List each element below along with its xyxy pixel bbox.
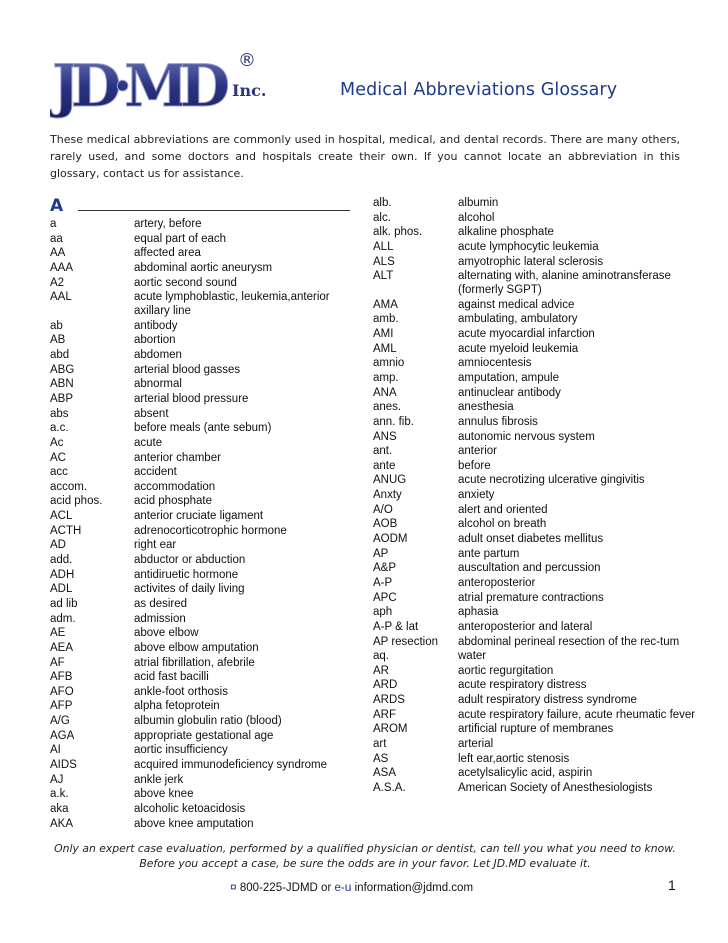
- company-logo: [50, 44, 280, 122]
- email-icon: u: [344, 880, 352, 894]
- entry-definition: acute myocardial infarction: [458, 328, 595, 341]
- glossary-entry: [373, 372, 703, 386]
- glossary-column-left: [50, 218, 350, 832]
- entry-abbreviation: abs: [50, 407, 69, 420]
- glossary-entry: [50, 657, 350, 671]
- entry-abbreviation: AJ: [50, 773, 64, 786]
- entry-abbreviation: ABG: [50, 363, 75, 376]
- glossary-entry: [50, 378, 350, 392]
- entry-abbreviation: ACTH: [50, 524, 82, 537]
- glossary-entry: [373, 328, 703, 342]
- entry-definition: arterial: [458, 738, 494, 751]
- entry-definition: amyotrophic lateral sclerosis: [458, 255, 604, 268]
- entry-definition: American Society of Anesthesiologists: [458, 781, 653, 794]
- entry-abbreviation: alk. phos.: [373, 226, 423, 239]
- glossary-entry: [50, 437, 350, 451]
- glossary-entry: [373, 460, 703, 474]
- glossary-entry: [373, 533, 703, 547]
- entry-definition: artery, before: [134, 218, 202, 230]
- entry-abbreviation: Ac: [50, 436, 64, 449]
- glossary-entry: [373, 621, 703, 635]
- entry-abbreviation: AA: [50, 247, 66, 260]
- entry-abbreviation: A.S.A.: [373, 781, 406, 794]
- contact-line: [230, 880, 473, 894]
- glossary-entry: [50, 759, 350, 773]
- entry-definition: acute: [134, 436, 163, 449]
- entry-abbreviation: A-P: [373, 576, 393, 589]
- glossary-column-right: [373, 197, 703, 797]
- glossary-entry: [50, 393, 350, 407]
- entry-definition: accident: [134, 466, 177, 479]
- entry-definition: aortic regurgitation: [458, 664, 554, 677]
- entry-definition: anesthesia: [458, 401, 514, 414]
- entry-abbreviation: AR: [373, 664, 389, 677]
- glossary-entry: [50, 598, 350, 612]
- glossary-entry: [373, 518, 703, 532]
- entry-definition: above knee: [134, 788, 194, 801]
- email-prefix: e-: [334, 882, 345, 894]
- glossary-entry: [373, 212, 703, 226]
- entry-abbreviation: add.: [50, 554, 73, 567]
- page-number: 1: [668, 877, 676, 893]
- glossary-entry: [50, 364, 350, 378]
- glossary-entry: [50, 774, 350, 788]
- entry-abbreviation: ad lib: [50, 597, 78, 610]
- entry-definition: alcohol on breath: [458, 518, 547, 531]
- entry-definition: admission: [134, 612, 186, 625]
- glossary-entry: [50, 277, 350, 291]
- entry-definition: anteroposterior: [458, 576, 536, 589]
- entry-abbreviation: AB: [50, 334, 66, 347]
- entry-definition: albumin: [458, 197, 499, 209]
- entry-definition: right ear: [134, 539, 177, 552]
- entry-definition: acute respiratory failure, acute rheumatic fever: [458, 708, 696, 721]
- entry-abbreviation: amb.: [373, 313, 399, 326]
- entry-abbreviation: ABN: [50, 378, 74, 391]
- phone-number: 800-225-JDMD or: [239, 882, 332, 894]
- glossary-entry: [373, 665, 703, 679]
- entry-abbreviation: ALL: [373, 240, 394, 253]
- entry-abbreviation: abd: [50, 349, 70, 362]
- entry-definition: antibody: [134, 319, 178, 332]
- entry-abbreviation: AIDS: [50, 759, 77, 772]
- glossary-entry: [373, 504, 703, 518]
- jdmd-logo-graphic: [50, 44, 280, 122]
- entry-definition: adult onset diabetes mellitus: [458, 533, 604, 546]
- glossary-entry: [373, 313, 703, 327]
- entry-definition: alkaline phosphate: [458, 226, 554, 239]
- entry-abbreviation: ant.: [373, 445, 393, 458]
- glossary-entry: [50, 291, 350, 319]
- entry-abbreviation: AP: [373, 547, 389, 560]
- glossary-entry: [50, 700, 350, 714]
- glossary-entry: [50, 744, 350, 758]
- glossary-entry: [50, 320, 350, 334]
- entry-definition: ankle-foot orthosis: [134, 685, 228, 698]
- entry-definition: acid phosphate: [134, 495, 213, 508]
- entry-abbreviation: A/G: [50, 715, 70, 728]
- glossary-entry: [50, 422, 350, 436]
- glossary-entry: [373, 489, 703, 503]
- entry-definition: left ear,aortic stenosis: [458, 752, 570, 765]
- entry-abbreviation: ARF: [373, 708, 396, 721]
- entry-definition: aphasia: [458, 606, 499, 619]
- entry-definition: autonomic nervous system: [458, 430, 595, 443]
- logo-wordmark: JD·MD: [52, 52, 230, 120]
- entry-abbreviation: ASA: [373, 767, 397, 780]
- glossary-entry: [50, 466, 350, 480]
- glossary-entry: [373, 387, 703, 401]
- glossary-entry: [373, 606, 703, 620]
- glossary-entry: [373, 636, 703, 650]
- entry-abbreviation: AOB: [373, 518, 398, 531]
- entry-definition: as desired: [134, 597, 188, 610]
- glossary-entry: [373, 548, 703, 562]
- entry-definition: annulus fibrosis: [458, 415, 538, 428]
- section-header: [50, 196, 350, 216]
- glossary-entry: [50, 627, 350, 641]
- entry-definition: water: [458, 650, 487, 663]
- entry-abbreviation: accom.: [50, 480, 88, 493]
- entry-definition: arterial blood pressure: [134, 393, 249, 405]
- entry-abbreviation: AI: [50, 744, 61, 757]
- entry-abbreviation: AMI: [373, 328, 394, 341]
- entry-definition: above elbow amputation: [134, 641, 259, 654]
- entry-definition: equal part of each: [134, 232, 227, 245]
- glossary-entry: [50, 262, 350, 276]
- glossary-entry: [50, 569, 350, 583]
- entry-definition: acute necrotizing ulcerative gingivitis: [458, 474, 645, 487]
- email-address: information@jdmd.com: [354, 882, 474, 894]
- entry-abbreviation: ante: [373, 459, 396, 472]
- entry-abbreviation: ANUG: [373, 474, 407, 487]
- entry-abbreviation: AML: [373, 342, 397, 355]
- glossary-entry: [50, 247, 350, 261]
- glossary-entry: [373, 650, 703, 664]
- entry-definition: acute respiratory distress: [458, 679, 587, 692]
- entry-abbreviation: AC: [50, 451, 66, 464]
- entry-abbreviation: amp.: [373, 372, 399, 384]
- entry-abbreviation: A/O: [373, 503, 393, 516]
- entry-definition: activites of daily living: [134, 583, 245, 596]
- entry-abbreviation: ANS: [373, 430, 397, 443]
- entry-abbreviation: AMA: [373, 298, 398, 311]
- entry-abbreviation: AP resection: [373, 635, 438, 648]
- entry-definition: before meals (ante sebum): [134, 422, 272, 435]
- entry-abbreviation: a.k.: [50, 788, 69, 801]
- glossary-entry: [373, 694, 703, 708]
- entry-definition: above knee amputation: [134, 817, 254, 830]
- entry-abbreviation: AROM: [373, 723, 408, 736]
- glossary-entry: [50, 218, 350, 232]
- entry-definition: ante partum: [458, 547, 520, 560]
- entry-definition: alcohol: [458, 211, 495, 224]
- entry-abbreviation: adm.: [50, 612, 76, 625]
- entry-abbreviation: acid phos.: [50, 495, 103, 508]
- entry-definition: before: [458, 459, 491, 472]
- entry-abbreviation: AODM: [373, 533, 408, 546]
- entry-definition: amputation, ampule: [458, 372, 560, 384]
- entry-abbreviation: AKA: [50, 817, 74, 830]
- entry-definition: abnormal: [134, 378, 182, 391]
- glossary-entry: [373, 343, 703, 357]
- glossary-entry: [373, 679, 703, 693]
- glossary-entry: [373, 226, 703, 240]
- phone-icon: ¤: [230, 880, 237, 894]
- entry-abbreviation: ALT: [373, 270, 394, 283]
- entry-definition: abductor or abduction: [134, 554, 246, 567]
- entry-abbreviation: ACL: [50, 510, 73, 523]
- entry-abbreviation: ALS: [373, 255, 395, 268]
- entry-abbreviation: ANA: [373, 386, 397, 399]
- entry-definition: arterial blood gasses: [134, 363, 241, 376]
- footer-note-line-1: Only an expert case evaluation, performed by a qualified physician or dentist, can tell you what you need to know.: [54, 842, 676, 855]
- glossary-entry: [373, 474, 703, 488]
- entry-abbreviation: aa: [50, 232, 63, 245]
- entry-definition: abdominal aortic aneurysm: [134, 261, 273, 274]
- entry-abbreviation: AAL: [50, 291, 72, 304]
- glossary-entry: [373, 782, 703, 796]
- logo-suffix: Inc.: [232, 81, 267, 100]
- glossary-entry: [50, 715, 350, 729]
- entry-abbreviation: ann. fib.: [373, 415, 414, 428]
- glossary-entry: [373, 431, 703, 445]
- entry-definition: amniocentesis: [458, 357, 532, 370]
- glossary-entry: [50, 642, 350, 656]
- glossary-entry: [50, 730, 350, 744]
- entry-abbreviation: ADL: [50, 583, 73, 596]
- entry-definition: atrial premature contractions: [458, 591, 604, 604]
- entry-abbreviation: AF: [50, 656, 65, 669]
- entry-definition: alert and oriented: [458, 503, 548, 516]
- entry-abbreviation: AE: [50, 627, 66, 640]
- entry-abbreviation: alc.: [373, 211, 391, 224]
- glossary-entry: [50, 525, 350, 539]
- footer-note-line-2: Before you accept a case, be sure the odds are in your favor. Let JD.MD evaluate it.: [139, 857, 591, 870]
- entry-abbreviation: AFB: [50, 671, 73, 684]
- entry-abbreviation: AEA: [50, 641, 74, 654]
- entry-abbreviation: a.c.: [50, 422, 69, 435]
- entry-abbreviation: ab: [50, 319, 63, 332]
- glossary-entry: [50, 408, 350, 422]
- entry-definition: anxiety: [458, 489, 495, 502]
- entry-definition: acid fast bacilli: [134, 671, 209, 684]
- entry-definition: adult respiratory distress syndrome: [458, 694, 637, 707]
- entry-definition: artificial rupture of membranes: [458, 723, 614, 736]
- entry-definition: alpha fetoprotein: [134, 700, 220, 713]
- entry-definition: albumin globulin ratio (blood): [134, 715, 282, 728]
- glossary-entry: [50, 481, 350, 495]
- glossary-entry: [373, 709, 703, 723]
- entry-abbreviation: Anxty: [373, 489, 402, 502]
- glossary-entry: [373, 270, 703, 298]
- entry-definition: acute lymphocytic leukemia: [458, 240, 599, 253]
- glossary-entry: [50, 686, 350, 700]
- entry-definition: abdominal perineal resection of the rec-tum: [458, 635, 680, 648]
- glossary-entry: [373, 401, 703, 415]
- entry-definition: antinuclear antibody: [458, 386, 561, 399]
- entry-definition: aortic second sound: [134, 276, 237, 289]
- entry-definition: antidiruetic hormone: [134, 568, 239, 581]
- entry-abbreviation: ARDS: [373, 694, 405, 707]
- entry-definition: abortion: [134, 334, 176, 347]
- glossary-entry: [373, 592, 703, 606]
- glossary-entry: [50, 613, 350, 627]
- glossary-entry: [50, 510, 350, 524]
- glossary-entry: [50, 233, 350, 247]
- page-title: Medical Abbreviations Glossary: [340, 80, 618, 100]
- entry-definition: acquired immunodeficiency syndrome: [134, 759, 328, 772]
- entry-definition: aortic insufficiency: [134, 744, 228, 757]
- entry-definition: above elbow: [134, 627, 199, 640]
- section-divider: [78, 210, 350, 211]
- glossary-entry: [50, 349, 350, 363]
- glossary-entry: [373, 767, 703, 781]
- glossary-entry: [373, 445, 703, 459]
- entry-abbreviation: AFP: [50, 700, 73, 713]
- glossary-entry: [50, 788, 350, 802]
- entry-abbreviation: ARD: [373, 679, 398, 692]
- glossary-entry: [50, 818, 350, 832]
- entry-abbreviation: AS: [373, 752, 389, 765]
- entry-definition: atrial fibrillation, afebrile: [134, 656, 255, 669]
- entry-definition: ankle jerk: [134, 773, 184, 786]
- entry-definition: alternating with, alanine aminotransferase (formerly SGPT): [458, 270, 671, 297]
- glossary-entry: [373, 577, 703, 591]
- glossary-entry: [373, 197, 703, 211]
- glossary-entry: [373, 416, 703, 430]
- entry-definition: acute lymphoblastic, leukemia,anterior axillary line: [134, 291, 330, 318]
- glossary-entry: [50, 583, 350, 597]
- entry-definition: acute myeloid leukemia: [458, 342, 579, 355]
- glossary-entry: [50, 334, 350, 348]
- entry-abbreviation: APC: [373, 591, 397, 604]
- entry-abbreviation: A&P: [373, 562, 397, 575]
- glossary-entry: [50, 452, 350, 466]
- entry-definition: anterior cruciate ligament: [134, 510, 264, 523]
- entry-abbreviation: anes.: [373, 401, 402, 414]
- entry-abbreviation: acc: [50, 466, 68, 479]
- entry-definition: anterior: [458, 445, 497, 458]
- registered-mark: ®: [238, 50, 256, 71]
- section-letter: A: [50, 196, 64, 216]
- glossary-entry: [373, 723, 703, 737]
- entry-abbreviation: A-P & lat: [373, 620, 419, 633]
- glossary-entry: [373, 753, 703, 767]
- entry-definition: absent: [134, 407, 169, 420]
- entry-abbreviation: AD: [50, 539, 66, 552]
- glossary-entry: [373, 357, 703, 371]
- entry-abbreviation: aq.: [373, 650, 389, 663]
- entry-definition: against medical advice: [458, 298, 575, 311]
- entry-abbreviation: A2: [50, 276, 65, 289]
- footer-note: [50, 841, 680, 871]
- entry-definition: accommodation: [134, 480, 216, 493]
- entry-abbreviation: alb.: [373, 197, 392, 209]
- entry-definition: appropriate gestational age: [134, 729, 274, 742]
- glossary-entry: [373, 562, 703, 576]
- glossary-entry: [50, 495, 350, 509]
- entry-abbreviation: art: [373, 738, 387, 751]
- entry-abbreviation: a: [50, 218, 57, 230]
- intro-paragraph: These medical abbreviations are commonly used in hospital, medical, and dental records. There are many others, rarely used, and some doctors and hospitals create their own. If you cannot locate an abbreviation in this glossary, contact us for assistance.: [50, 133, 680, 180]
- entry-abbreviation: AGA: [50, 729, 75, 742]
- glossary-entry: [50, 539, 350, 553]
- glossary-entry: [373, 241, 703, 255]
- entry-abbreviation: AFO: [50, 685, 74, 698]
- glossary-entry: [373, 738, 703, 752]
- entry-definition: auscultation and percussion: [458, 562, 601, 575]
- entry-abbreviation: ABP: [50, 393, 74, 405]
- entry-definition: adrenocorticotrophic hormone: [134, 524, 287, 537]
- entry-abbreviation: AAA: [50, 261, 74, 274]
- glossary-entry: [50, 554, 350, 568]
- entry-definition: anterior chamber: [134, 451, 221, 464]
- glossary-entry: [373, 256, 703, 270]
- entry-definition: affected area: [134, 247, 201, 260]
- entry-definition: abdomen: [134, 349, 182, 362]
- entry-abbreviation: aka: [50, 802, 69, 815]
- entry-abbreviation: amnio: [373, 357, 405, 370]
- entry-definition: ambulating, ambulatory: [458, 313, 578, 326]
- entry-definition: anteroposterior and lateral: [458, 620, 593, 633]
- entry-definition: alcoholic ketoacidosis: [134, 802, 246, 815]
- entry-abbreviation: ADH: [50, 568, 75, 581]
- glossary-entry: [50, 671, 350, 685]
- entry-definition: acetylsalicylic acid, aspirin: [458, 767, 593, 780]
- glossary-entry: [373, 299, 703, 313]
- glossary-entry: [50, 803, 350, 817]
- entry-abbreviation: aph: [373, 606, 393, 619]
